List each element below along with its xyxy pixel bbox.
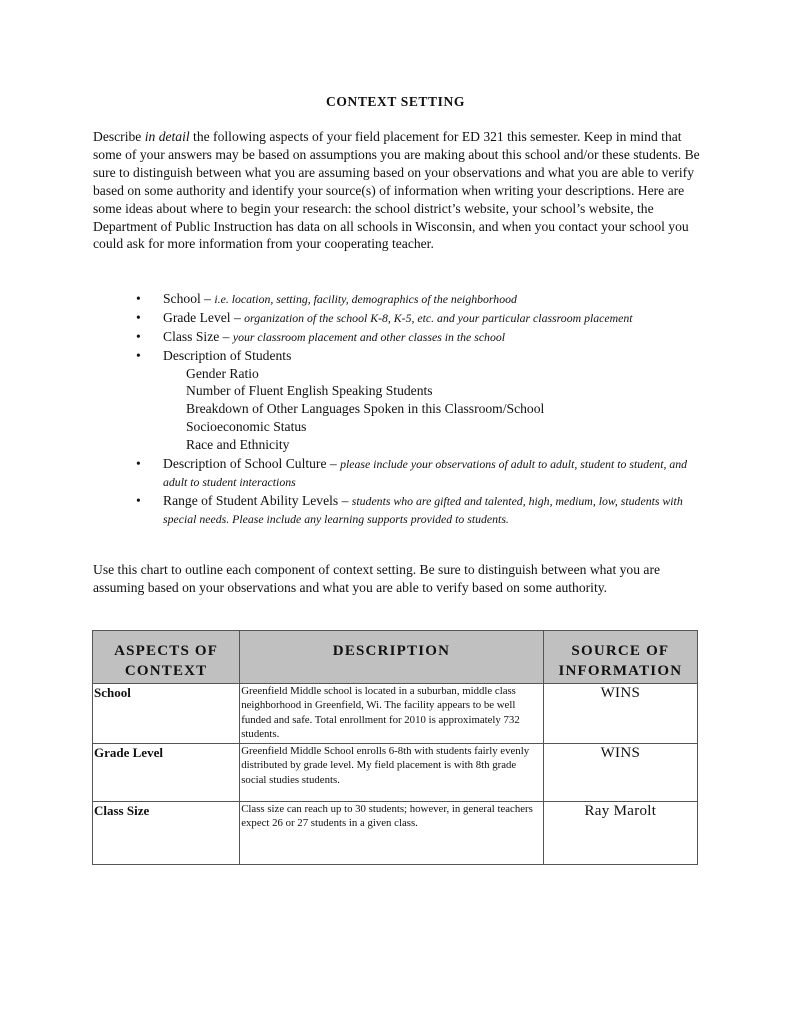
description-cell: Greenfield Middle School enrolls 6-8th with students fairly evenly distributed by grade level. My field placement is with 8th grade social studies students. <box>240 744 544 802</box>
list-item-label: Class Size – <box>163 329 233 344</box>
list-item-note: your classroom placement and other classes in the school <box>232 330 506 344</box>
description-cell: Greenfield Middle school is located in a suburban, middle class neighborhood in Greenfield, Wi. The facility appears to be well funded and safe. Total enrollment for 2010 is approximately 732 students. <box>240 684 544 744</box>
source-cell: Ray Marolt <box>543 802 697 865</box>
chart-intro-paragraph: Use this chart to outline each component of context setting. Be sure to distinguish between what you are assuming based on your observations and what you are able to verify based on some authority. <box>93 562 661 595</box>
list-item-label: Description of Students <box>163 348 292 363</box>
sub-item: Gender Ratio <box>186 365 259 381</box>
description-cell: Class size can reach up to 30 students; however, in general teachers expect 26 or 27 students in a given class. <box>240 802 544 865</box>
sub-item: Socioeconomic Status <box>186 419 307 435</box>
sub-item: Number of Fluent English Speaking Students <box>186 383 433 399</box>
list-item-note: i.e. location, setting, facility, demographics of the neighborhood <box>214 292 517 306</box>
bullet-icon: • <box>136 348 141 363</box>
list-item-note: students who are gifted and talented, high, medium, low, students with special needs. Please include any learning supports provided to students. <box>163 494 683 527</box>
list-item-ability-levels <box>136 492 706 528</box>
list-item-school <box>136 290 706 308</box>
sub-item: Race and Ethnicity <box>186 437 290 453</box>
table-row <box>93 802 698 865</box>
list-item-label: Description of School Culture – <box>163 456 341 472</box>
header-aspects: ASPECTS OF CONTEXT <box>93 631 240 684</box>
table-row <box>93 744 698 802</box>
header-description: DESCRIPTION <box>240 631 544 684</box>
bullet-icon: • <box>136 310 141 325</box>
bullet-icon: • <box>136 456 141 472</box>
aspect-cell: Grade Level <box>93 744 240 802</box>
list-item-grade-level <box>136 309 706 327</box>
list-item-note: please include your observations of adult to adult, student to student, and adult to student interactions <box>163 457 688 490</box>
aspect-cell: School <box>93 684 240 744</box>
list-item-school-culture <box>136 455 706 491</box>
aspect-cell: Class Size <box>93 802 240 865</box>
intro-paragraph <box>93 128 708 253</box>
header-source: SOURCE OF INFORMATION <box>543 631 697 684</box>
intro-emphasis: in detail <box>144 129 190 144</box>
aspects-list <box>136 290 706 529</box>
source-cell: WINS <box>543 744 697 802</box>
intro-rest: the following aspects of your field placement for ED 321 this semester. Keep in mind that some of your answers may be based on assumptions you are making about this school and/or these students. Be sure to distinguish between what you are assuming based on your observations and what you are able to verify based on some authority and identify your source(s) of information when writing your descriptions. Here are some ideas about where to begin your research: the school district’s website, your school’s website, the Department of Public Instruction has data on all schools in Wisconsin, and when you contact your school you could ask for more information from your cooperating teacher. <box>93 129 700 252</box>
list-item-label: Grade Level – <box>163 310 245 325</box>
context-table <box>92 630 698 865</box>
sub-item: Breakdown of Other Languages Spoken in this Classroom/School <box>186 401 545 417</box>
table-row <box>93 684 698 744</box>
list-item-label: School – <box>163 291 215 306</box>
list-item-note: organization of the school K-8, K-5, etc. and your particular classroom placement <box>244 311 633 325</box>
table-header-row <box>93 631 698 684</box>
list-item-class-size <box>136 328 706 346</box>
bullet-icon: • <box>136 493 141 509</box>
list-item-description-of-students <box>136 347 706 454</box>
list-item-label: Range of Student Ability Levels – <box>163 493 352 509</box>
page-title: CONTEXT SETTING <box>326 94 465 109</box>
intro-lead: Describe <box>93 129 145 144</box>
bullet-icon: • <box>136 329 141 344</box>
source-cell: WINS <box>543 684 697 744</box>
bullet-icon: • <box>136 291 141 306</box>
